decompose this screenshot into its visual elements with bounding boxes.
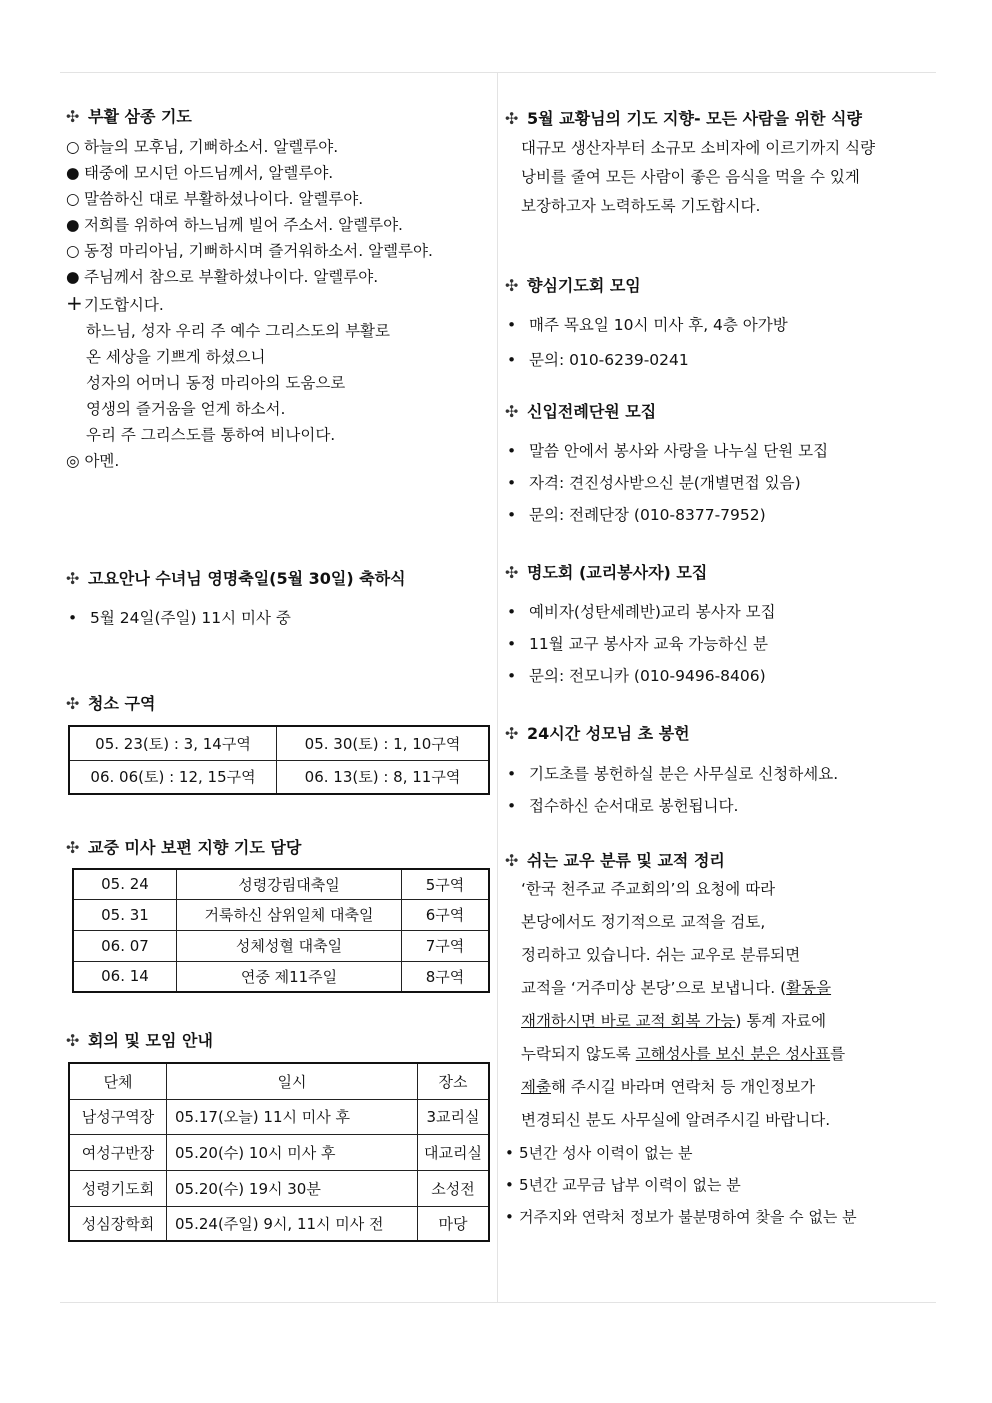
filled-circle-icon: ●	[66, 164, 80, 182]
cross-icon: ✣	[66, 107, 80, 126]
cross-icon: ✣	[505, 724, 519, 743]
section-heading: ✣ 교중 미사 보편 지향 기도 담당	[66, 838, 302, 857]
table-cell: 05. 31	[73, 899, 177, 930]
section-heading: ✣ 고요안나 수녀님 영명축일(5월 30일) 축하식	[66, 569, 406, 588]
paragraph-line: 변경되신 분도 사무실에 알려주시길 바랍니다.	[521, 1111, 831, 1129]
section-heading: ✣ 24시간 성모님 초 봉헌	[505, 724, 690, 743]
section-heading: ✣ 신입전례단원 모집	[505, 402, 657, 421]
table-row	[73, 930, 489, 961]
pope-intention-section	[505, 108, 875, 221]
prayer-line: ● 태중에 모시던 아드님께서, 알렐루야.	[66, 160, 433, 186]
table-row	[69, 1134, 489, 1170]
column-header: 장소	[418, 1063, 490, 1099]
table-cell: 성령기도회	[69, 1170, 167, 1206]
cross-icon: ✣	[66, 1031, 80, 1050]
table-header-row	[69, 1063, 489, 1099]
circle-icon: ○	[66, 242, 80, 260]
meetings-section	[66, 1030, 213, 1052]
paragraph-line: 본당에서도 정기적으로 교적을 검토,	[521, 913, 766, 931]
column-header: 일시	[167, 1063, 418, 1099]
resting-section	[505, 850, 857, 1233]
filled-circle-icon: ●	[66, 216, 80, 234]
paragraph-line: 재개하시면 바로 교적 회복 가능) 통계 자료에	[521, 1012, 827, 1030]
bullet-icon: •	[507, 316, 517, 334]
cleaning-section	[66, 693, 155, 715]
table-cell: 05. 30(토) : 1, 10구역	[277, 726, 490, 760]
paragraph-line: 대규모 생산자부터 소규모 소비자에 이르기까지 식량	[521, 139, 876, 157]
prayer-body-line: 영생의 즐거움을 얻게 하소서.	[86, 400, 286, 418]
table-cell: 성심장학회	[69, 1206, 167, 1241]
cross-icon: ✣	[505, 276, 519, 295]
list-item: • 거주지와 연락처 정보가 불분명하여 찾을 수 없는 분	[505, 1201, 857, 1233]
prayer-line: ○ 말씀하신 대로 부활하셨나이다. 알렐루야.	[66, 186, 433, 212]
circle-icon: ○	[66, 190, 80, 208]
table-row	[69, 1206, 489, 1241]
table-row	[69, 726, 489, 760]
top-rule	[60, 72, 936, 73]
bullet-icon: •	[507, 765, 517, 783]
plus-icon: +	[66, 291, 83, 315]
table-cell: 06. 13(토) : 8, 11구역	[277, 760, 490, 794]
table-cell: 05. 23(토) : 3, 14구역	[69, 726, 277, 760]
table-cell: 성령강림대축일	[177, 869, 402, 899]
list-item: • 문의: 전례단장 (010-8377-7952)	[505, 499, 828, 531]
table-row	[69, 760, 489, 794]
table-cell: 대교리실	[418, 1134, 490, 1170]
bullet-icon: •	[507, 603, 517, 621]
list-item: • 5년간 성사 이력이 없는 분	[505, 1137, 857, 1169]
table-cell: 05. 24	[73, 869, 177, 899]
list-item: • 문의: 010-6239-0241	[505, 343, 788, 378]
list-item: • 예비자(성탄세례반)교리 봉사자 모집	[505, 596, 776, 628]
intention-table	[72, 868, 490, 993]
bullet-icon: •	[507, 797, 517, 815]
list-item: • 자격: 견진성사받으신 분(개별면접 있음)	[505, 467, 828, 499]
table-cell: 소성전	[418, 1170, 490, 1206]
table-cell: 마당	[418, 1206, 490, 1241]
paragraph-line: 교적을 ‘거주미상 본당’으로 보냅니다. (활동을	[521, 979, 832, 997]
prayer-line: ● 주님께서 참으로 부활하셨나이다. 알렐루야.	[66, 264, 433, 290]
bullet-icon: •	[68, 609, 78, 627]
paragraph-line: 제출해 주시길 바라며 연락처 등 개인정보가	[521, 1078, 816, 1096]
list-item: • 기도초를 봉헌하실 분은 사무실로 신청하세요.	[505, 758, 838, 790]
prayer-body-line: 온 세상을 기쁘게 하셨으니	[86, 348, 266, 366]
table-cell: 06. 14	[73, 961, 177, 992]
feast-section	[66, 568, 406, 634]
pray-label: +기도합시다.	[66, 291, 164, 315]
paragraph-line: 낭비를 줄여 모든 사람이 좋은 음식을 먹을 수 있게	[521, 168, 860, 186]
section-heading: ✣ 향심기도회 모임	[505, 276, 641, 295]
table-cell: 05.17(오늘) 11시 미사 후	[167, 1099, 418, 1134]
prayer-body-line: 하느님, 성자 우리 주 예수 그리스도의 부활로	[86, 322, 391, 340]
list-item: • 문의: 전모니카 (010-9496-8406)	[505, 660, 776, 692]
column-header: 단체	[69, 1063, 167, 1099]
hyangsim-section	[505, 275, 788, 378]
paragraph-line: 정리하고 있습니다. 쉬는 교우로 분류되면	[521, 946, 801, 964]
table-cell: 05.20(수) 10시 미사 후	[167, 1134, 418, 1170]
list-item: • 5월 24일(주일) 11시 미사 중	[66, 602, 406, 634]
table-cell: 연중 제11주일	[177, 961, 402, 992]
prayer-body-line: 우리 주 그리스도를 통하여 비나이다.	[86, 426, 336, 444]
table-row	[73, 961, 489, 992]
paragraph-line: ‘한국 천주교 주교회의’의 요청에 따라	[521, 880, 776, 898]
prayer-line: ○ 하늘의 모후님, 기뻐하소서. 알렐루야.	[66, 134, 433, 160]
table-cell: 7구역	[402, 930, 490, 961]
list-item: • 매주 목요일 10시 미사 후, 4층 아가방	[505, 308, 788, 343]
section-heading: ✣ 부활 삼종 기도	[66, 107, 192, 126]
paragraph-line: 보장하고자 노력하도록 기도합시다.	[521, 197, 761, 215]
section-heading: ✣ 5월 교황님의 기도 지향- 모든 사람을 위한 식량	[505, 109, 862, 128]
cross-icon: ✣	[505, 563, 519, 582]
table-cell: 06. 06(토) : 12, 15구역	[69, 760, 277, 794]
bullet-icon: •	[505, 1144, 514, 1162]
bullet-icon: •	[505, 1208, 514, 1226]
liturgy-section	[505, 401, 828, 531]
intention-section	[66, 837, 301, 859]
filled-circle-icon: ●	[66, 268, 80, 286]
prayer-line: ○ 동정 마리아님, 기뻐하시며 즐거워하소서. 알렐루야.	[66, 238, 433, 264]
table-cell: 6구역	[402, 899, 490, 930]
table-cell: 남성구역장	[69, 1099, 167, 1134]
cross-icon: ✣	[505, 402, 519, 421]
cross-icon: ✣	[66, 838, 80, 857]
cleaning-table	[68, 725, 490, 795]
bullet-icon: •	[507, 442, 517, 460]
section-heading: ✣ 명도회 (교리봉사자) 모집	[505, 563, 708, 582]
table-cell: 06. 07	[73, 930, 177, 961]
prayer-line: ● 저희를 위하여 하느님께 빌어 주소서. 알렐루야.	[66, 212, 433, 238]
section-heading: ✣ 쉬는 교우 분류 및 교적 정리	[505, 851, 725, 870]
table-cell: 05.20(수) 19시 30분	[167, 1170, 418, 1206]
amen-line: ◎ 아멘.	[66, 452, 120, 470]
list-item: • 말씀 안에서 봉사와 사랑을 나누실 단원 모집	[505, 435, 828, 467]
list-item: • 접수하신 순서대로 봉헌됩니다.	[505, 790, 838, 822]
cross-icon: ✣	[66, 569, 80, 588]
table-cell: 거룩하신 삼위일체 대축일	[177, 899, 402, 930]
table-cell: 3교리실	[418, 1099, 490, 1134]
candle-section	[505, 723, 838, 822]
table-row	[69, 1099, 489, 1134]
table-row	[73, 899, 489, 930]
list-item: • 5년간 교무금 납부 이력이 없는 분	[505, 1169, 857, 1201]
bottom-rule	[60, 1302, 936, 1303]
meetings-table	[68, 1062, 490, 1242]
bullet-icon: •	[507, 506, 517, 524]
easter-prayer-section	[66, 106, 433, 474]
cross-icon: ✣	[505, 109, 519, 128]
list-item: • 11월 교구 봉사자 교육 가능하신 분	[505, 628, 776, 660]
table-cell: 5구역	[402, 869, 490, 899]
table-cell: 성체성혈 대축일	[177, 930, 402, 961]
cross-icon: ✣	[66, 694, 80, 713]
bullet-icon: •	[507, 474, 517, 492]
bullet-icon: •	[507, 351, 517, 369]
table-row	[69, 1170, 489, 1206]
column-divider	[497, 73, 498, 1302]
bullet-icon: •	[507, 635, 517, 653]
table-cell: 8구역	[402, 961, 490, 992]
cross-icon: ✣	[505, 851, 519, 870]
catechist-section	[505, 562, 776, 692]
table-cell: 05.24(주일) 9시, 11시 미사 전	[167, 1206, 418, 1241]
prayer-body-line: 성자의 어머니 동정 마리아의 도움으로	[86, 374, 346, 392]
bullet-icon: •	[505, 1176, 514, 1194]
bullet-icon: •	[507, 667, 517, 685]
table-row	[73, 869, 489, 899]
section-heading: ✣ 청소 구역	[66, 694, 156, 713]
section-heading: ✣ 회의 및 모임 안내	[66, 1031, 213, 1050]
circle-icon: ○	[66, 138, 80, 156]
paragraph-line: 누락되지 않도록 고해성사를 보신 분은 성사표를	[521, 1045, 846, 1063]
table-cell: 여성구반장	[69, 1134, 167, 1170]
